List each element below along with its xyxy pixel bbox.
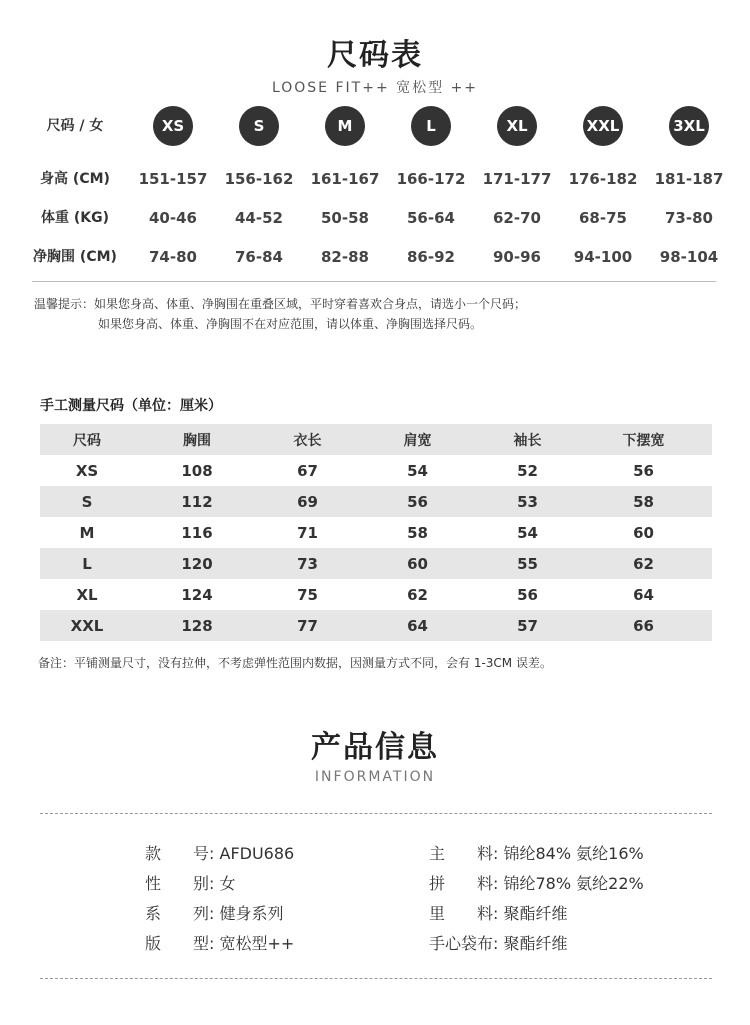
row-label-chest: 净胸围 (CM) bbox=[33, 249, 117, 265]
table-cell: L bbox=[40, 548, 134, 579]
column-header: 尺码 bbox=[40, 424, 134, 455]
table-cell: 64 bbox=[633, 585, 654, 604]
size-chart-title: 尺码表 bbox=[327, 38, 423, 73]
info-item-series bbox=[145, 901, 284, 924]
tip-line-2: 如果您身高、体重、净胸围不在对应范围，请以体重、净胸围选择尺码。 bbox=[98, 317, 483, 331]
table-cell: 69 bbox=[260, 486, 355, 517]
table-cell: 116 bbox=[181, 523, 213, 542]
table-cell: M bbox=[79, 523, 95, 542]
table-cell: 56 bbox=[633, 461, 654, 480]
table-row bbox=[40, 486, 712, 517]
tip-line-1: 温馨提示：如果您身高、体重、净胸围在重叠区域，平时穿着喜欢合身点，请选小一个尺码； bbox=[34, 297, 527, 311]
size-badge-xs: XS bbox=[153, 106, 193, 146]
cell-value: 161-167 bbox=[310, 170, 380, 188]
measure-table bbox=[40, 424, 712, 641]
table-cell: 120 bbox=[134, 548, 260, 579]
table-cell: XS bbox=[75, 461, 99, 480]
info-label: 手心袋布: bbox=[429, 934, 499, 953]
info-item-gender bbox=[145, 871, 236, 894]
info-label: 拼 料: bbox=[429, 874, 499, 893]
table-cell: 56 bbox=[517, 585, 538, 604]
size-badge-3xl: 3XL bbox=[669, 106, 709, 146]
info-value: 聚酯纤维 bbox=[503, 934, 568, 953]
table-cell: 77 bbox=[260, 610, 355, 641]
info-label: 里 料: bbox=[429, 904, 499, 923]
size-row-height bbox=[20, 160, 730, 199]
table-cell: 128 bbox=[134, 610, 260, 641]
cell-value: 98-104 bbox=[659, 248, 719, 266]
size-header-row bbox=[20, 110, 730, 160]
table-cell: 75 bbox=[297, 585, 318, 604]
table-cell: 66 bbox=[575, 610, 712, 641]
dashed-divider-bottom bbox=[40, 978, 712, 979]
cell-value: 171-177 bbox=[482, 170, 552, 188]
info-label: 主 料: bbox=[429, 844, 499, 863]
table-cell: 62 bbox=[407, 585, 428, 604]
table-cell: 60 bbox=[633, 523, 654, 542]
table-cell: 124 bbox=[181, 585, 213, 604]
table-cell: 60 bbox=[355, 548, 480, 579]
column-header: 袖长 bbox=[480, 424, 575, 455]
table-header-row bbox=[40, 424, 712, 455]
size-badge-m: M bbox=[325, 106, 365, 146]
cell-value: 74-80 bbox=[149, 248, 197, 266]
cell-value: 40-46 bbox=[149, 209, 197, 227]
info-label: 系 列: bbox=[145, 904, 215, 923]
table-cell: 112 bbox=[134, 486, 260, 517]
cell-value: 181-187 bbox=[654, 170, 724, 188]
info-label: 版 型: bbox=[145, 934, 215, 953]
table-row bbox=[40, 610, 712, 641]
table-cell: S bbox=[40, 486, 134, 517]
table-cell: 58 bbox=[575, 486, 712, 517]
table-cell: 57 bbox=[480, 610, 575, 641]
cell-value: 73-80 bbox=[665, 209, 713, 227]
cell-value: 56-64 bbox=[407, 209, 455, 227]
divider bbox=[32, 281, 716, 282]
product-info-title: 产品信息 bbox=[311, 730, 439, 765]
cell-value: 50-58 bbox=[321, 209, 369, 227]
table-cell: 54 bbox=[407, 461, 428, 480]
measure-table-title: 手工测量尺码（单位：厘米） bbox=[40, 398, 222, 414]
info-value: 聚酯纤维 bbox=[503, 904, 568, 923]
table-cell: 58 bbox=[407, 523, 428, 542]
table-cell: 71 bbox=[297, 523, 318, 542]
size-chart-subtitle: LOOSE FIT++ 宽松型 ++ bbox=[271, 80, 479, 96]
size-badge-xl: XL bbox=[497, 106, 537, 146]
size-row-weight bbox=[20, 199, 730, 238]
dashed-divider-top bbox=[40, 813, 712, 814]
info-value: 锦纶84% 氨纶16% bbox=[503, 844, 644, 863]
info-item-panel-fabric bbox=[429, 871, 644, 894]
info-item-fit bbox=[145, 931, 294, 954]
cell-value: 62-70 bbox=[493, 209, 541, 227]
info-item-lining bbox=[429, 901, 568, 924]
product-info-subtitle: INFORMATION bbox=[314, 769, 436, 785]
table-cell: 53 bbox=[480, 486, 575, 517]
info-value: 宽松型++ bbox=[219, 934, 295, 953]
table-cell: 64 bbox=[355, 610, 480, 641]
size-badge-l: L bbox=[411, 106, 451, 146]
column-header: 下摆宽 bbox=[575, 424, 712, 455]
cell-value: 94-100 bbox=[573, 248, 633, 266]
info-item-pocket-lining bbox=[429, 931, 568, 954]
info-value: AFDU686 bbox=[219, 844, 295, 863]
table-cell: XXL bbox=[40, 610, 134, 641]
cell-value: 90-96 bbox=[493, 248, 541, 266]
size-badge-s: S bbox=[239, 106, 279, 146]
info-value: 健身系列 bbox=[219, 904, 284, 923]
cell-value: 44-52 bbox=[235, 209, 283, 227]
table-cell: 73 bbox=[260, 548, 355, 579]
info-value: 锦纶78% 氨纶22% bbox=[503, 874, 644, 893]
size-chart-grid bbox=[20, 110, 730, 277]
table-row bbox=[40, 455, 712, 486]
table-row bbox=[40, 548, 712, 579]
size-row-chest bbox=[20, 238, 730, 277]
info-item-main-fabric bbox=[429, 841, 644, 864]
table-cell: 54 bbox=[517, 523, 538, 542]
table-cell: 62 bbox=[575, 548, 712, 579]
table-cell: 56 bbox=[355, 486, 480, 517]
cell-value: 86-92 bbox=[407, 248, 455, 266]
table-row bbox=[40, 517, 712, 548]
info-label: 款 号: bbox=[145, 844, 215, 863]
info-label: 性 别: bbox=[145, 874, 215, 893]
table-cell: 52 bbox=[517, 461, 538, 480]
info-item-style-no bbox=[145, 841, 294, 864]
measure-note: 备注：平铺测量尺寸，没有拉伸，不考虑弹性范围内数据，因测量方式不同，会有 1-3CM 误差。 bbox=[38, 656, 552, 670]
column-header: 肩宽 bbox=[355, 424, 480, 455]
column-header: 胸围 bbox=[134, 424, 260, 455]
cell-value: 166-172 bbox=[396, 170, 466, 188]
column-header: 衣长 bbox=[260, 424, 355, 455]
row-label-weight: 体重 (KG) bbox=[40, 210, 109, 226]
info-value: 女 bbox=[219, 874, 236, 893]
table-cell: 67 bbox=[297, 461, 318, 480]
table-cell: 108 bbox=[181, 461, 213, 480]
row-label-height: 身高 (CM) bbox=[40, 171, 110, 187]
cell-value: 82-88 bbox=[321, 248, 369, 266]
cell-value: 68-75 bbox=[579, 209, 627, 227]
table-row bbox=[40, 579, 712, 610]
size-badge-xxl: XXL bbox=[583, 106, 623, 146]
table-cell: XL bbox=[76, 585, 98, 604]
size-header-label: 尺码 / 女 bbox=[46, 118, 104, 134]
cell-value: 156-162 bbox=[224, 170, 294, 188]
cell-value: 76-84 bbox=[235, 248, 283, 266]
cell-value: 151-157 bbox=[138, 170, 208, 188]
cell-value: 176-182 bbox=[568, 170, 638, 188]
table-cell: 55 bbox=[480, 548, 575, 579]
